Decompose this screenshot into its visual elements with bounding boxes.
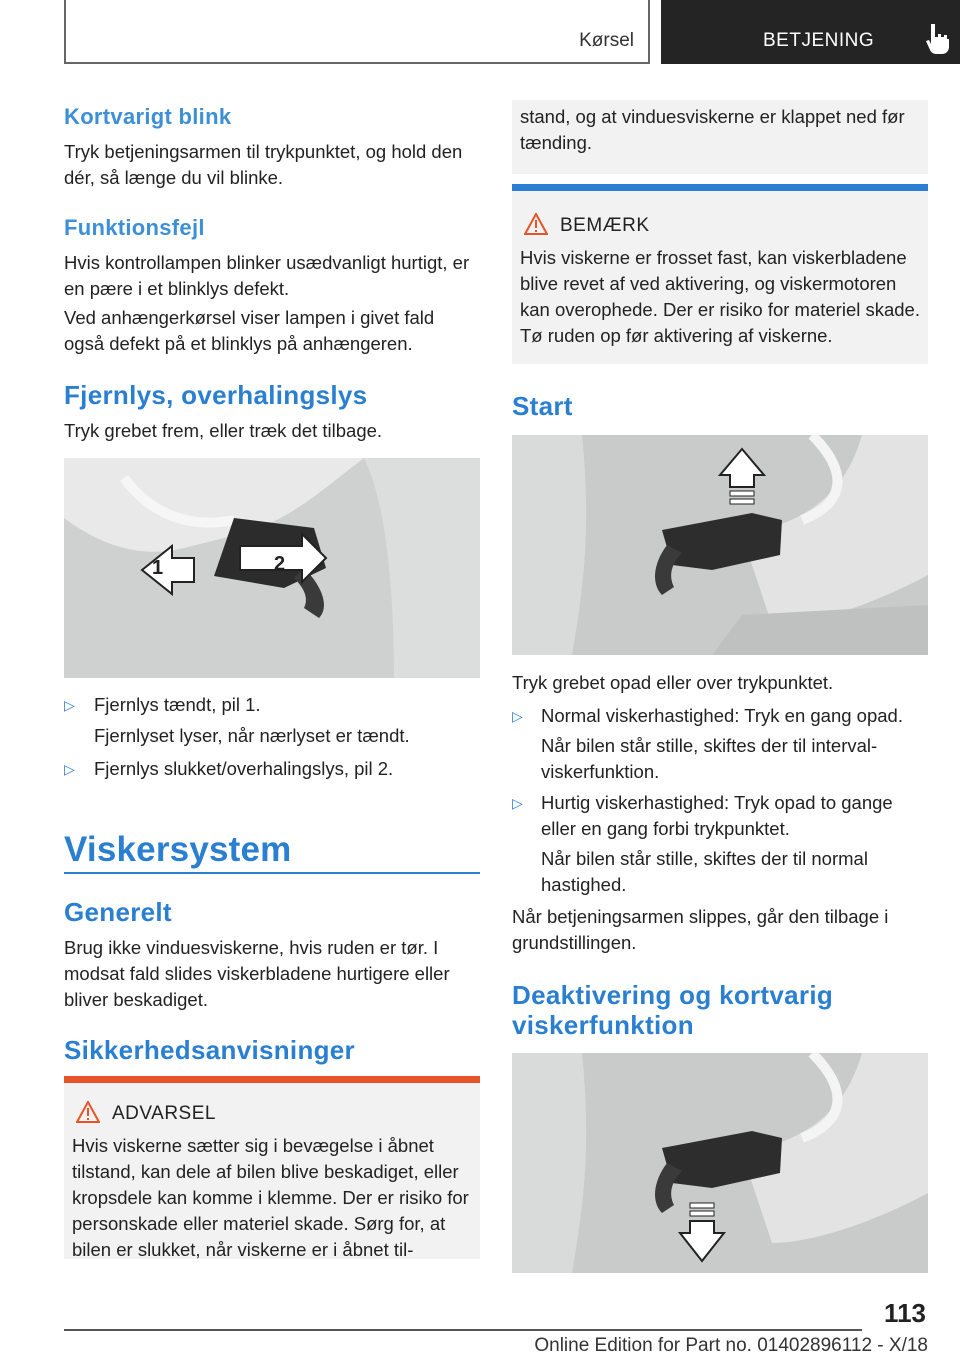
heading-short-flash: Kortvarigt blink <box>64 104 232 129</box>
warning-title: ADVARSEL <box>112 1103 216 1124</box>
bullet-icon: ▷ <box>64 697 75 713</box>
header-chapter-label: BETJENING <box>763 30 875 51</box>
header-chapter-box <box>661 0 960 64</box>
heading-wiper-system: Viskersystem <box>64 830 292 869</box>
warning-text: Hvis viskerne sætter sig i bevægelse i åbnet tilstand, kan dele af bilen blive beskadiget, eller kropsdele kan komme i klemme. Der er risiko for personskade eller materiel skade. Sørg for, at bilen er slukket, når viskerne er i åbnet til- <box>72 1135 469 1260</box>
warning-triangle-icon <box>76 1101 100 1123</box>
paragraph-malfunction-2: Ved anhængerkørsel viser lampen i givet fald også defekt på et blinklys på anhængeren. <box>64 307 435 354</box>
heading-safety: Sikkerhedsanvisninger <box>64 1035 355 1065</box>
figure-wiper-start <box>512 435 928 655</box>
header-section-box <box>64 0 650 64</box>
paragraph-release: Når betjeningsarmen slippes, går den tilbage i grundstillingen. <box>512 906 889 953</box>
footer-edition-link[interactable]: Online Edition for Part no. 01402896112 - X/18 <box>534 1335 928 1356</box>
paragraph-general: Brug ikke vinduesviskerne, hvis ruden er tør. I modsat fald slides viskerbladene hurtigere eller bliver beskadiget. <box>64 937 450 1010</box>
bullet-high-beam-off: Fjernlys slukket/overhalingslys, pil 2. <box>94 758 394 779</box>
notice-text: Hvis viskerne er frosset fast, kan viskerbladene blive revet af ved aktivering, og viskermotoren kan overophede. Der er risiko for materiel skade. Tø ruden op før aktivering af viskerne. <box>520 247 920 346</box>
figure-arrow-label-2: 2 <box>274 553 286 575</box>
heading-start: Start <box>512 391 573 421</box>
heading-high-beam: Fjernlys, overhalingslys <box>64 380 368 410</box>
bullet-fast-speed: Hurtig viskerhastighed: Tryk opad to gange eller en gang forbi trykpunktet. <box>541 792 893 839</box>
wiper-deactivate-illustration <box>512 1053 928 1273</box>
wiper-start-illustration <box>512 435 928 655</box>
bullet-normal-speed-sub: Når bilen står stille, skiftes der til interval-viskerfunktion. <box>541 735 878 782</box>
heading-deactivate: Deaktivering og kortvarig viskerfunktion <box>512 980 834 1040</box>
notice-triangle-icon <box>524 213 548 235</box>
bullet-icon: ▷ <box>512 795 523 811</box>
figure-high-beam-stalk <box>64 458 480 678</box>
bullet-high-beam-on-sub: Fjernlyset lyser, når nærlyset er tændt. <box>94 725 410 746</box>
paragraph-start: Tryk grebet opad eller over trykpunktet. <box>512 672 834 693</box>
warning-panel <box>64 1083 480 1259</box>
bullet-fast-speed-sub: Når bilen står stille, skiftes der til normal hastighed. <box>541 848 868 895</box>
bullet-normal-speed: Normal viskerhastighed: Tryk en gang opad. <box>541 705 903 726</box>
footer-rule <box>64 1329 862 1331</box>
figure-wiper-deactivate <box>512 1053 928 1273</box>
figure-arrow-label-1: 1 <box>152 557 164 579</box>
bullet-high-beam-on: Fjernlys tændt, pil 1. <box>94 694 261 715</box>
bullet-icon: ▷ <box>64 761 75 777</box>
paragraph-high-beam: Tryk grebet frem, eller træk det tilbage. <box>64 420 383 441</box>
heading-general: Generelt <box>64 897 172 927</box>
paragraph-short-flash: Tryk betjeningsarmen til trykpunktet, og hold den dér, så længe du vil blinke. <box>64 141 463 188</box>
header-section-label: Kørsel <box>579 30 634 51</box>
warning-continuation-text: stand, og at vinduesviskerne er klappet ned før tænding. <box>520 106 905 153</box>
bullet-icon: ▷ <box>512 708 523 724</box>
page-number: 113 <box>884 1298 926 1328</box>
notice-title: BEMÆRK <box>560 215 650 236</box>
section-rule <box>64 872 480 874</box>
notice-bar <box>512 184 928 191</box>
paragraph-malfunction-1: Hvis kontrollampen blinker usædvanligt hurtigt, er en pære i et blinklys defekt. <box>64 252 470 299</box>
notice-panel <box>512 191 928 364</box>
warning-bar <box>64 1076 480 1083</box>
heading-malfunction: Funktionsfejl <box>64 215 205 240</box>
hand-pointer-icon <box>923 22 953 54</box>
warning-continuation-panel <box>512 100 928 174</box>
high-beam-stalk-illustration <box>64 458 480 678</box>
